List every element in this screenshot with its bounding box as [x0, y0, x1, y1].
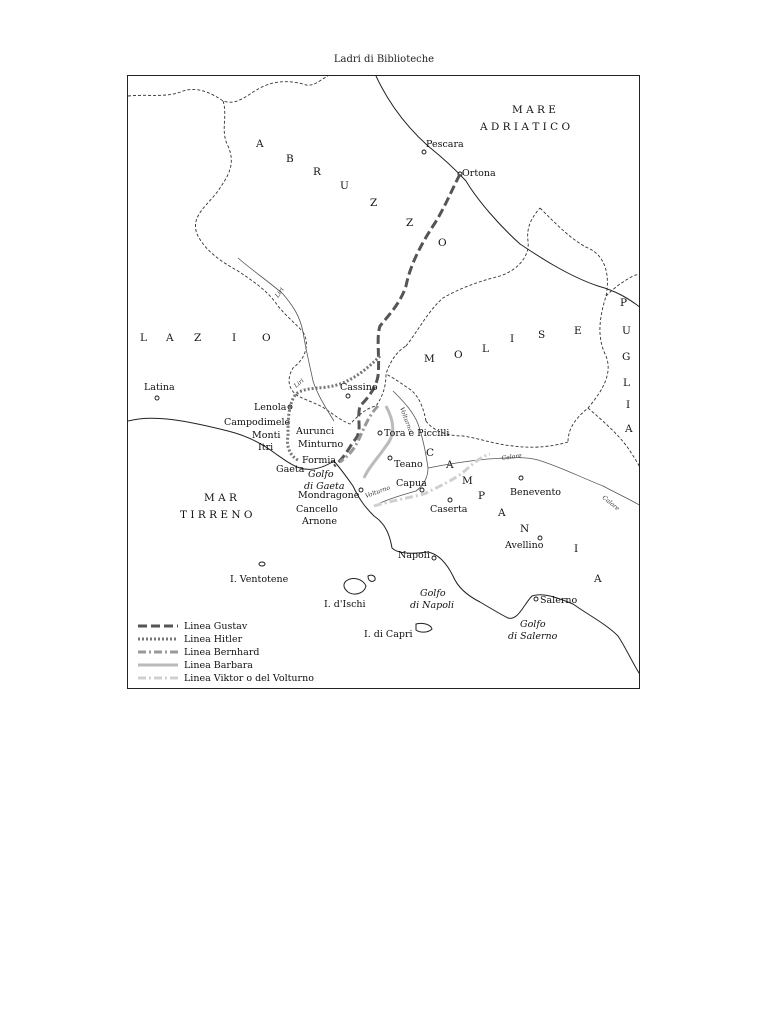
label-calore-1: Calore [501, 452, 523, 462]
label-monti: Monti [252, 430, 281, 441]
region-abruzzo-3: R [313, 166, 321, 178]
region-lazio-3: Z [194, 332, 202, 344]
label-tora-piccilli: Tora e Piccilli [384, 428, 450, 439]
border-puglia [606, 274, 640, 296]
region-puglia-5: I [626, 399, 631, 411]
map-frame [127, 75, 640, 689]
label-ortona: Ortona [462, 168, 496, 179]
legend-label-3: Linea Barbara [184, 660, 253, 671]
label-ischia: I. d'Ischi [324, 599, 366, 610]
legend-label-4: Linea Viktor o del Volturno [184, 673, 314, 684]
line-barbara [364, 406, 393, 478]
legend-label-1: Linea Hitler [184, 634, 243, 645]
region-puglia-2: U [622, 325, 631, 337]
legend-label-2: Linea Bernhard [184, 647, 260, 658]
teano-marker [388, 456, 392, 460]
region-puglia-3: G [622, 351, 631, 363]
label-cancello: Cancello [296, 504, 338, 515]
tora-marker [378, 431, 382, 435]
label-campodimele: Campodimele [224, 417, 291, 428]
label-caserta: Caserta [430, 504, 468, 515]
region-campania-6: N [520, 523, 530, 535]
region-campania-5: A [498, 507, 506, 519]
region-campania-1: C [426, 447, 435, 459]
label-latina: Latina [144, 382, 175, 393]
region-abruzzo-6: Z [406, 217, 414, 229]
label-gaeta: Gaeta [276, 464, 305, 475]
region-puglia-4: L [623, 377, 630, 389]
region-molise-4: I [510, 333, 515, 345]
label-liri-2: Liri [292, 377, 306, 390]
gulf-napoli-2: di Napoli [410, 600, 454, 611]
sea-adriatico-1: M A R E [512, 104, 556, 116]
border-abruzzo-west [195, 101, 303, 332]
mondragone-marker [359, 488, 363, 492]
gulf-gaeta-2: di Gaeta [304, 481, 345, 492]
adriatic-coastline [376, 76, 640, 308]
label-cassino: Cassino [340, 382, 378, 393]
label-calore-2: Calore [600, 494, 621, 513]
region-abruzzo-2: B [286, 153, 294, 165]
region-campania-2: A [446, 459, 454, 471]
gulf-salerno-2: di Salerno [508, 631, 558, 642]
label-napoli: Napoli [398, 550, 430, 561]
sea-tirreno-2: T I R R E N O [180, 509, 253, 521]
region-campania-8: A [594, 573, 602, 585]
cassino-marker [346, 394, 350, 398]
island-ischia [344, 579, 366, 594]
region-abruzzo-5: Z [370, 197, 378, 209]
islands [259, 562, 432, 632]
label-aurunci: Aurunci [296, 426, 335, 437]
label-teano: Teano [394, 459, 423, 470]
latina-marker [155, 396, 159, 400]
napoli-marker [432, 556, 436, 560]
region-abruzzo-1: A [256, 138, 264, 150]
region-molise-2: O [454, 349, 463, 361]
region-campania-7: I [574, 543, 579, 555]
region-molise-1: M [424, 353, 435, 365]
label-lenola: Lenola [254, 402, 287, 413]
label-benevento: Benevento [510, 487, 561, 498]
island-ventotene [259, 562, 265, 566]
region-campania-4: P [478, 490, 486, 502]
pescara-marker [422, 150, 426, 154]
label-formia: Formia [302, 455, 337, 466]
gulf-napoli-1: Golfo [420, 588, 446, 599]
line-gustav [334, 174, 460, 466]
map-canvas [128, 76, 640, 689]
legend-label-0: Linea Gustav [184, 621, 248, 632]
caserta-marker [448, 498, 452, 502]
region-abruzzo-7: O [438, 237, 447, 249]
regional-borders [128, 76, 640, 471]
gulf-gaeta-1: Golfo [308, 469, 334, 480]
region-lazio-4: I [232, 332, 237, 344]
label-liri-1: Liri [273, 286, 286, 300]
label-ventotene: I. Ventotene [230, 574, 289, 585]
label-avellino: Avellino [505, 540, 544, 551]
label-mondragone: Mondragone [298, 490, 360, 501]
region-lazio-2: A [166, 332, 174, 344]
region-molise-5: S [538, 329, 546, 341]
region-molise-3: L [482, 343, 489, 355]
label-volturno-2: Volturno [364, 484, 392, 500]
border-molise-north [406, 208, 540, 346]
label-volturno-1: Volturno [398, 406, 414, 434]
label-salerno: Salerno [540, 595, 578, 606]
label-minturno: Minturno [298, 439, 344, 450]
label-pescara: Pescara [426, 139, 464, 150]
sea-tirreno-1: M A R [204, 492, 237, 504]
salerno-marker [534, 597, 538, 601]
city-labels [144, 139, 577, 640]
river-liri [238, 258, 334, 421]
label-capri: I. di Capri [364, 629, 413, 640]
border-puglia-south [588, 408, 640, 471]
border-north [128, 76, 328, 102]
page-header: Ladri di Biblioteche [333, 54, 435, 65]
legend [138, 621, 314, 684]
region-lazio-5: O [262, 332, 271, 344]
region-puglia-6: A [625, 423, 633, 435]
region-campania-3: M [462, 475, 473, 487]
label-itri: Itri [258, 442, 274, 453]
region-abruzzo-4: U [340, 180, 349, 192]
gulf-salerno-1: Golfo [520, 619, 546, 630]
city-markers [155, 150, 542, 601]
region-puglia-1: P [620, 297, 628, 309]
sea-adriatico-2: A D R I A T I C O [480, 121, 571, 133]
label-capua: Capua [396, 478, 427, 489]
region-molise-6: E [574, 325, 582, 337]
island-procida [368, 575, 375, 581]
label-arnone: Arnone [302, 516, 337, 527]
region-lazio-1: L [140, 332, 147, 344]
benevento-marker [519, 476, 523, 480]
island-capri [416, 623, 432, 632]
